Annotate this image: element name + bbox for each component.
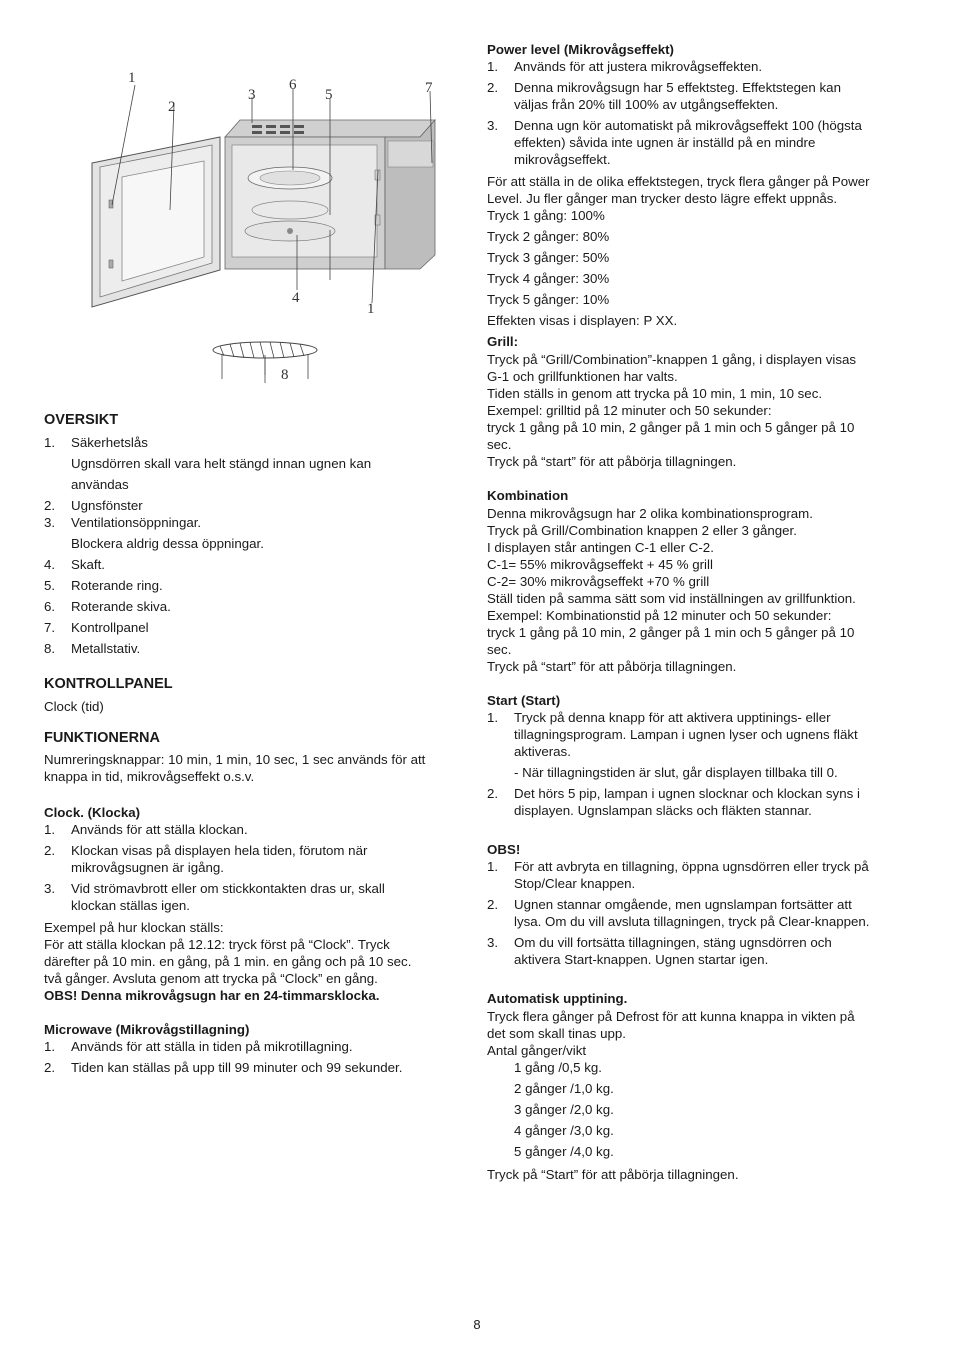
subheading-grill: Grill: xyxy=(487,334,519,349)
list-item: 3. Denna ugn kör automatiskt på mikrovågseffekt 100 (högsta effekten) såvida inte ugnen är inställd på en mindre mikrovågseffekt. xyxy=(487,118,862,167)
microwave-diagram xyxy=(60,45,460,390)
list-item: 6. Roterande skiva. xyxy=(44,599,171,614)
list-item: 2. Ugnsfönster xyxy=(44,498,143,513)
subheading-clock: Clock. (Klocka) xyxy=(44,805,141,820)
section-heading-funktionerna: FUNKTIONERNA xyxy=(44,730,160,746)
list-item: 2. Denna mikrovågsugn har 5 effektsteg. Effektstegen kan väljas från 20% till 100% av utgångseffekten. xyxy=(487,80,841,112)
list-item: 2. Tiden kan ställas på upp till 99 minuter och 99 sekunder. xyxy=(44,1060,403,1075)
list-item: 3. Ventilationsöppningar. Blockera aldrig dessa öppningar. xyxy=(44,515,264,551)
subheading-kombination: Kombination xyxy=(487,488,569,503)
figure-label: 2 xyxy=(168,99,176,115)
figure-label: 8 xyxy=(281,367,289,383)
funktionerna-text: Numreringsknappar: 10 min, 1 min, 10 sec, 1 sec används för att knappa in tid, mikrovågseffekt o.s.v. xyxy=(44,752,426,784)
list-item: 1. Används för att justera mikrovågseffekten. xyxy=(487,59,763,74)
subheading-start: Start (Start) xyxy=(487,693,561,708)
list-item: 8. Metallstativ. xyxy=(44,641,141,656)
kontrollpanel-text: Clock (tid) xyxy=(44,699,104,714)
figure-label: 5 xyxy=(325,87,333,103)
section-heading-oversikt: OVERSIKT xyxy=(44,412,119,428)
list-item: 5. Roterande ring. xyxy=(44,578,163,593)
list-item: 2. Det hörs 5 pip, lampan i ugnen slocknar och klockan syns i displayen. Ugnslampan släcks och fläkten stannar. xyxy=(487,786,860,818)
figure-label: 7 xyxy=(425,80,433,96)
subheading-power-level: Power level (Mikrovågseffekt) xyxy=(487,42,674,57)
subheading-automatisk-upptining: Automatisk upptining. xyxy=(487,991,628,1006)
right-column xyxy=(487,41,912,1183)
oversikt-list xyxy=(44,434,464,657)
list-item: 4. Skaft. xyxy=(44,557,105,572)
list-item: 1. Säkerhetslås Ugnsdörren skall vara helt stängd innan ugnen kan användas xyxy=(44,435,372,492)
list-item: 7. Kontrollpanel xyxy=(44,620,149,635)
section-heading-kontrollpanel: KONTROLLPANEL xyxy=(44,676,173,692)
left-column xyxy=(44,412,464,1076)
figure-label: 4 xyxy=(292,290,300,306)
grill-text: Tryck på “Grill/Combination”-knappen 1 gång, i displayen visas G-1 och grillfunktionen har valts. Tiden ställs in genom att trycka på 10 min, 1 min, 10 sec. Exempel: grilltid på 12 minuter och 50 sekunder: tryck 1 gång på 10 min, 2 gånger på 1 min och 5 gånger på 10 sec. Tryck på “start” för att påbörja tillagningen. xyxy=(487,352,857,469)
list-item: 2. Ugnen stannar omgående, men ugnslampan fortsätter att lysa. Om du vill avsluta tillagningen, tryck på Clear-knappen. xyxy=(487,897,870,929)
power-text: För att ställa in de olika effektstegen, tryck flera gånger på Power Level. Ju fler gånger man trycker desto lägre effekt uppnås. Tryck 1 gång: 100% Tryck 2 gånger: 80% Tryck 3 gånger: 50% Tryck 4 gånger: 30% Tryck 5 gånger: 10% Effekten visas i displayen: P XX. xyxy=(487,174,870,328)
kombination-text: Denna mikrovågsugn har 2 olika kombinationsprogram. Tryck på Grill/Combination knappen 2 eller 3 gånger. I displayen står antingen C-1 eller C-2. C-1= 55% mikrovågseffekt + 45 % grill C-2= 30% mikrovågseffekt +70 % grill Ställ tiden på samma sätt som vid inställningen av grillfunktion. Exempel: Kombinationstid på 12 minuter och 50 sekunder: tryck 1 gång på 10 min, 2 gånger på 1 min och 5 gånger på 10 sec. Tryck på “start” för att påbörja tillagningen. xyxy=(487,506,856,674)
clock-example: Exempel på hur klockan ställs: För att ställa klockan på 12.12: tryck först på “Clock”. Tryck därefter på 10 min. en gång, på 1 min. en gång och på 10 sec. två gånger. Avsluta genom att trycka på “Clock” en gång. OBS! Denna mikrovågsugn har en 24-timmarsklocka. xyxy=(44,920,412,1003)
clock-list xyxy=(44,821,464,914)
figure-label: 3 xyxy=(248,87,256,103)
start-list xyxy=(487,709,912,819)
list-item: 1. Används för att ställa klockan. xyxy=(44,822,248,837)
page-number: 8 xyxy=(473,1317,481,1332)
obs-list xyxy=(487,858,912,968)
list-item: 1. Används för att ställa in tiden på mikrotillagning. xyxy=(44,1039,353,1054)
list-item: 1. För att avbryta en tillagning, öppna ugnsdörren eller tryck på Stop/Clear knappen. xyxy=(487,859,869,891)
list-item: 3. Om du vill fortsätta tillagningen, stäng ugnsdörren och aktivera Start-knappen. Ugnen startar igen. xyxy=(487,935,832,967)
power-list xyxy=(487,58,912,168)
list-item: 2. Klockan visas på displayen hela tiden, förutom när mikrovågsugnen är igång. xyxy=(44,843,368,875)
subheading-obs: OBS! xyxy=(487,842,521,857)
list-item: 1. Tryck på denna knapp för att aktivera upptinings- eller tillagningsprogram. Lampan i ugnen lyser och ugnens fläkt aktiveras. - När tillagningstiden är slut, går displayen tillbaka till 0. xyxy=(487,710,858,780)
list-item: 3. Vid strömavbrott eller om stickkontakten dras ur, skall klockan ställas igen. xyxy=(44,881,385,913)
figure-label: 6 xyxy=(289,77,297,93)
figure-label: 1 xyxy=(128,70,136,86)
subheading-microwave: Microwave (Mikrovågstillagning) xyxy=(44,1022,250,1037)
microwave-list xyxy=(44,1038,464,1076)
auto-text: Tryck flera gånger på Defrost för att kunna knappa in vikten på det som skall tinas upp. Antal gånger/vikt 1 gång /0,5 kg. 2 gånger /1,0 kg. 3 gånger /2,0 kg. 4 gånger /3,0 kg. 5 gånger /4,0 kg. Tryck på “Start” för att påbörja tillagningen. xyxy=(487,1009,855,1182)
figure-label: 1 xyxy=(367,301,375,317)
